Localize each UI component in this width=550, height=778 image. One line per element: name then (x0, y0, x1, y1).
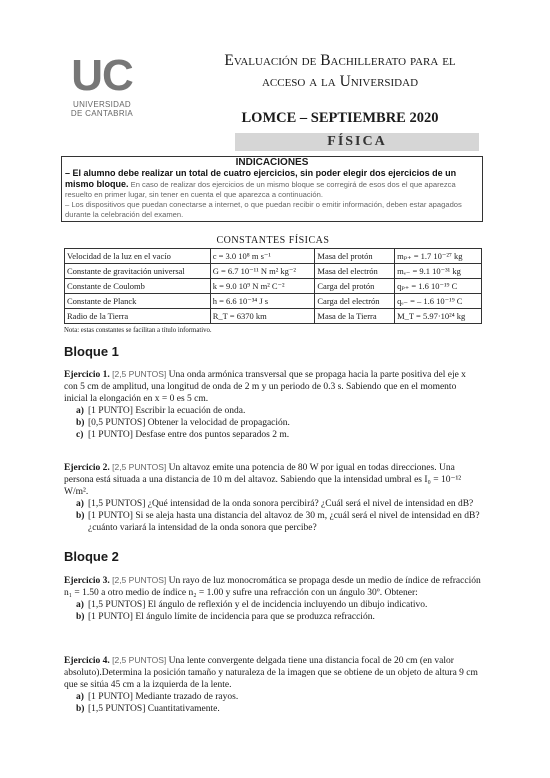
instruction-1 (65, 168, 479, 200)
part-a: [1,5 PUNTOS] El ángulo de reflexión y el de incidencia incluyendo un dibujo indicativo. (88, 600, 428, 610)
constants-note: Nota: estas constantes se facilitan a título informativo. (64, 327, 212, 334)
table-row (65, 249, 482, 264)
part-a: [1 PUNTO] Escribir la ecuación de onda. (88, 406, 246, 416)
part-a: [1,5 PUNTOS] ¿Qué intensidad de la onda sonora percibirá? ¿Cuál será el nivel de intensidad en dB? (88, 499, 474, 509)
exercise-3: Ejercicio 3. [2,5 PUNTOS] Un rayo de luz monocromática se propaga desde un medio de índice de refracción n₁ = 1.50 a otro medio de índice n₂ = 1.00 y sufre una refracción con un ángulo 30º. Obtener: a) [1,5 PUNTOS] El ángulo de reflexión y el de incidencia incluyendo un dibujo indicativo. b) [1 PUNTO] El ángulo límite de incidencia para que se produzca refracción. (64, 575, 481, 622)
part-b: [1,5 PUNTOS] Cuantitativamente. (88, 704, 220, 714)
table-cell: qₚ₊ = 1.6 10⁻¹⁹ C (395, 279, 482, 294)
exercise-number: Ejercicio 3. (64, 576, 110, 586)
table-cell: Masa de la Tierra (315, 309, 395, 324)
points-label: [2,5 PUNTOS] (112, 575, 167, 585)
instruction-1-bold: – El alumno debe realizar un total de cuatro ejercicios, sin poder elegir dos ejercicios de un mismo bloque. (65, 168, 457, 189)
exercise-text: Una lente convergente delgada tiene una distancia focal de 20 cm (en valor absoluto).Determina la posición tamaño y naturaleza de la imagen que se obtiene de un objeto de altura 9 cm que se sitúa 45 cm a la izquierda de la lente. (64, 656, 478, 690)
instructions-box (61, 156, 483, 222)
logo-mark: UC (71, 51, 133, 100)
constants-table (64, 233, 482, 324)
table-cell: Radio de la Tierra (65, 309, 211, 324)
part-b: [1 PUNTO] Si se aleja hasta una distancia del altavoz de 30 m, ¿cuál será el nivel de intensidad en dB? ¿cuánto variará la intensidad de la onda sonora que percibe? (88, 511, 480, 533)
table-row (65, 264, 482, 279)
table-row (65, 294, 482, 309)
table-cell: h = 6.6 10⁻³⁴ J s (210, 294, 315, 309)
instructions-heading: INDICACIONES (235, 157, 309, 168)
exercise-text: Una onda armónica transversal que se propaga hacia la parte positiva del eje x con 5 cm de amplitud, una longitud de onda de 2 m y un periodo de 0.3 s. Sabiendo que en el momento inicial la elongación en x = 0 es 5 cm. (64, 370, 466, 404)
block-1-title: Bloque 1 (64, 344, 119, 359)
table-cell: Masa del electrón (315, 264, 395, 279)
part-c: [1 PUNTO] Desfase entre dos puntos separados 2 m. (88, 430, 290, 440)
instruction-1-rest: En caso de realizar dos ejercicios de un mismo bloque se corregirá de esos dos el que aparezca resuelto en primer lugar, sin tener en cuenta el que aparezca a continuación. (65, 180, 456, 199)
exercise-number: Ejercicio 2. (64, 463, 110, 473)
table-cell: Constante de gravitación universal (65, 264, 211, 279)
table-row (65, 279, 482, 294)
table-cell: R_T = 6370 km (210, 309, 315, 324)
points-label: [2,5 PUNTOS] (112, 369, 167, 379)
exam-session: LOMCE – SEPTIEMBRE 2020 (241, 110, 439, 126)
university-logo (66, 51, 138, 118)
table-cell: M_T = 5.97·10²⁴ kg (395, 309, 482, 324)
exam-title-line2: acceso a la Universidad (261, 73, 419, 90)
table-cell: mₑ₋ = 9.1 10⁻³¹ kg (395, 264, 482, 279)
table-cell: Constante de Coulomb (65, 279, 211, 294)
table-cell: G = 6.7 10⁻¹¹ N m² kg⁻² (210, 264, 315, 279)
table-cell: Carga del electrón (315, 294, 395, 309)
part-a: [1 PUNTO] Mediante trazado de rayos. (88, 692, 239, 702)
exercise-text: Un altavoz emite una potencia de 80 W por igual en todas direcciones. Una persona está situada a una distancia de 10 m del altavoz. Sabiendo que la intensidad umbral es I₀ = 10⁻¹² W/m². (64, 463, 462, 497)
instruction-2: – Los dispositivos que puedan conectarse a internet, o que puedan recibir o emitir información, deben estar apagados durante la celebración del examen. (65, 200, 462, 219)
points-label: [2,5 PUNTOS] (112, 655, 167, 665)
exercise-number: Ejercicio 4. (64, 656, 110, 666)
table-cell: c = 3.0 10⁸ m s⁻¹ (210, 249, 315, 264)
block-2-title: Bloque 2 (64, 549, 119, 564)
exam-title-line1: Evaluación de Bachillerato para el (224, 52, 456, 69)
exercise-text: Un rayo de luz monocromática se propaga desde un medio de índice de refracción n₁ = 1.50 a otro medio de índice n₂ = 1.00 y sufre una refracción con un ángulo 30º. Obtener: (64, 576, 481, 598)
table-cell: Velocidad de la luz en el vacío (65, 249, 211, 264)
subject-banner: FÍSICA (235, 133, 479, 151)
exercise-1: Ejercicio 1. [2,5 PUNTOS] Una onda armónica transversal que se propaga hacia la parte positiva del eje x con 5 cm de amplitud, una longitud de onda de 2 m y un periodo de 0.3 s. Sabiendo que en el momento inicial la elongación en x = 0 es 5 cm. a) [1 PUNTO] Escribir la ecuación de onda. b) [0,5 PUNTOS] Obtener la velocidad de propagación. c) [1 PUNTO] Desfase entre dos puntos separados 2 m. (64, 369, 466, 440)
table-cell: Carga del protón (315, 279, 395, 294)
logo-text-line2: DE CANTABRIA (70, 109, 134, 118)
table-cell: k = 9.0 10⁹ N m² C⁻² (210, 279, 315, 294)
logo-text-line1: UNIVERSIDAD (73, 100, 131, 109)
part-b: [0,5 PUNTOS] Obtener la velocidad de propagación. (88, 418, 290, 428)
part-b: [1 PUNTO] El ángulo límite de incidencia para que se produzca refracción. (88, 612, 375, 622)
table-cell: Masa del protón (315, 249, 395, 264)
exercise-2: Ejercicio 2. [2,5 PUNTOS] Un altavoz emite una potencia de 80 W por igual en todas direcciones. Una persona está situada a una distancia de 10 m del altavoz. Sabiendo que la intensidad umbral es I₀ = 10⁻¹² W/m². a) [1,5 PUNTOS] ¿Qué intensidad de la onda sonora percibirá? ¿Cuál será el nivel de intensidad en dB? b) [1 PUNTO] Si se aleja hasta una distancia del altavoz de 30 m, ¿cuál será el nivel de intensidad en dB? ¿cuánto variará la intensidad de la onda sonora que percibe? (64, 462, 480, 533)
table-cell: Constante de Planck (65, 294, 211, 309)
table-cell: mₚ₊ = 1.7 10⁻²⁷ kg (395, 249, 482, 264)
table-row (65, 309, 482, 324)
table-cell: qₑ₋ = – 1.6 10⁻¹⁹ C (395, 294, 482, 309)
exam-header (190, 50, 490, 129)
exercise-4: Ejercicio 4. [2,5 PUNTOS] Una lente convergente delgada tiene una distancia focal de 20 cm (en valor absoluto).Determina la posición tamaño y naturaleza de la imagen que se obtiene de un objeto de altura 9 cm que se sitúa 45 cm a la izquierda de la lente. a) [1 PUNTO] Mediante trazado de rayos. b) [1,5 PUNTOS] Cuantitativamente. (64, 655, 478, 714)
exercise-number: Ejercicio 1. (64, 370, 110, 380)
constants-heading: CONSTANTES FÍSICAS (65, 233, 482, 249)
points-label: [2,5 PUNTOS] (112, 462, 167, 472)
